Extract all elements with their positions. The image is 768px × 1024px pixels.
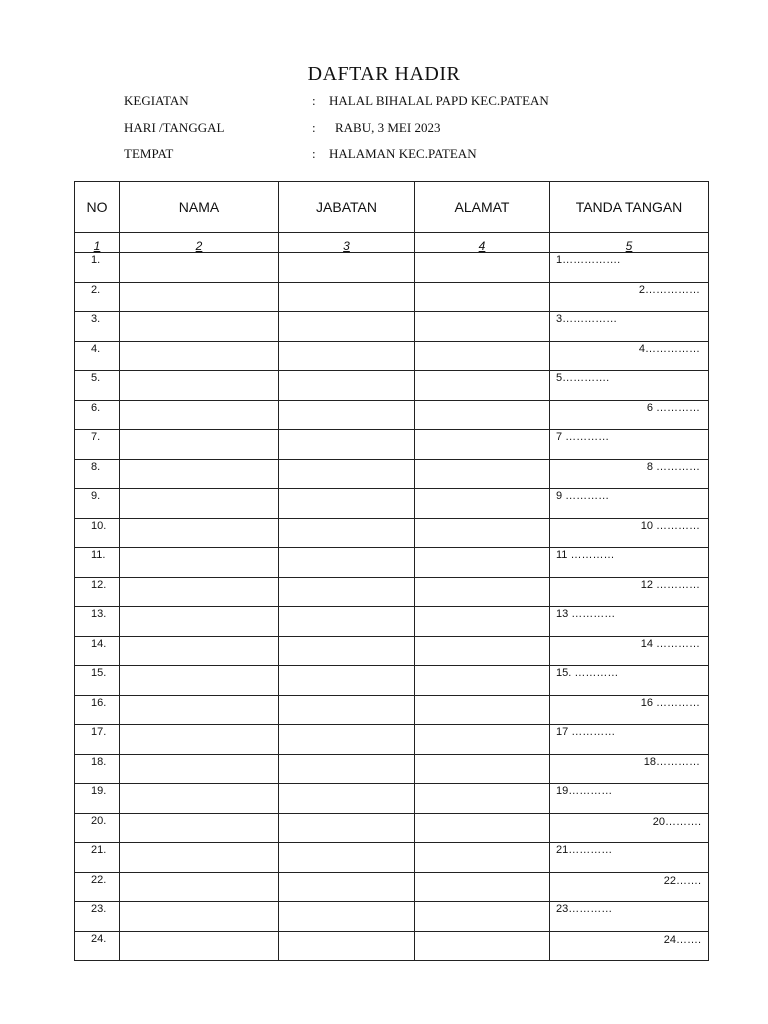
row-number: 2.: [75, 282, 120, 312]
signature-line: 10 …………: [640, 519, 700, 532]
row-number: 23.: [75, 902, 120, 932]
row-number: 10.: [75, 518, 120, 548]
nama-cell[interactable]: [120, 843, 279, 873]
signature-line: 7 …………: [556, 431, 610, 443]
alamat-cell[interactable]: [415, 430, 550, 460]
signature-cell[interactable]: [550, 459, 709, 489]
table-row: [75, 666, 709, 696]
signature-line: 4……………: [638, 342, 700, 355]
table-row: [75, 607, 709, 637]
jabatan-cell[interactable]: [279, 400, 415, 430]
signature-cell[interactable]: [550, 784, 709, 814]
jabatan-cell[interactable]: [279, 430, 415, 460]
alamat-cell[interactable]: [415, 341, 550, 371]
nama-cell[interactable]: [120, 754, 279, 784]
info-label: TEMPAT: [124, 146, 174, 161]
table-row: [75, 872, 709, 902]
row-number: 16.: [75, 695, 120, 725]
header-alamat: ALAMAT: [415, 182, 550, 233]
row-number: 21.: [75, 843, 120, 873]
table-row: [75, 341, 709, 371]
row-number: 24.: [75, 931, 120, 961]
signature-cell[interactable]: [550, 489, 709, 519]
nama-cell[interactable]: [120, 902, 279, 932]
jabatan-cell[interactable]: [279, 872, 415, 902]
info-separator: :: [312, 146, 316, 161]
column-number: 2: [120, 233, 279, 253]
alamat-cell[interactable]: [415, 725, 550, 755]
signature-line: 11 …………: [556, 549, 615, 561]
signature-cell[interactable]: [550, 843, 709, 873]
alamat-cell[interactable]: [415, 843, 550, 873]
table-row: [75, 371, 709, 401]
alamat-cell[interactable]: [415, 400, 550, 430]
info-value: HALAL BIHALAL PAPD KEC.PATEAN: [329, 93, 549, 108]
row-number: 22.: [75, 872, 120, 902]
nama-cell[interactable]: [120, 607, 279, 637]
table-row: [75, 489, 709, 519]
signature-cell[interactable]: [550, 607, 709, 637]
row-number: 18.: [75, 754, 120, 784]
signature-cell[interactable]: [550, 518, 709, 548]
jabatan-cell[interactable]: [279, 371, 415, 401]
jabatan-cell[interactable]: [279, 518, 415, 548]
signature-line: 18…………: [643, 755, 700, 768]
signature-line: 21…………: [556, 844, 613, 856]
table-row: [75, 813, 709, 843]
column-number-row: [75, 233, 709, 253]
header-tanda-tangan: TANDA TANGAN: [550, 182, 709, 233]
row-number: 5.: [75, 371, 120, 401]
signature-line: 13 …………: [556, 608, 616, 620]
signature-line: 17 …………: [556, 726, 616, 738]
alamat-cell[interactable]: [415, 754, 550, 784]
info-label: HARI /TANGGAL: [124, 120, 225, 135]
info-value: HALAMAN KEC.PATEAN: [329, 146, 477, 161]
table-row: [75, 695, 709, 725]
info-value: RABU, 3 MEI 2023: [335, 120, 441, 135]
row-number: 1.: [75, 253, 120, 283]
nama-cell[interactable]: [120, 577, 279, 607]
header-no: NO: [75, 182, 120, 233]
table-row: [75, 577, 709, 607]
alamat-cell[interactable]: [415, 784, 550, 814]
header-nama: NAMA: [120, 182, 279, 233]
table-row: [75, 312, 709, 342]
info-separator: :: [312, 120, 316, 135]
signature-cell[interactable]: [550, 636, 709, 666]
signature-cell[interactable]: [550, 931, 709, 961]
jabatan-cell[interactable]: [279, 577, 415, 607]
signature-line: 9 …………: [556, 490, 610, 502]
signature-line: 24…….: [663, 933, 701, 946]
signature-cell[interactable]: [550, 902, 709, 932]
alamat-cell[interactable]: [415, 931, 550, 961]
row-number: 8.: [75, 459, 120, 489]
row-number: 12.: [75, 577, 120, 607]
header-row: [75, 182, 709, 233]
nama-cell[interactable]: [120, 784, 279, 814]
jabatan-cell[interactable]: [279, 902, 415, 932]
signature-line: 8 …………: [646, 460, 700, 473]
table-row: [75, 548, 709, 578]
row-number: 4.: [75, 341, 120, 371]
alamat-cell[interactable]: [415, 371, 550, 401]
nama-cell[interactable]: [120, 518, 279, 548]
alamat-cell[interactable]: [415, 459, 550, 489]
signature-cell[interactable]: [550, 371, 709, 401]
column-number: 5: [550, 233, 709, 253]
signature-cell[interactable]: [550, 282, 709, 312]
row-number: 7.: [75, 430, 120, 460]
signature-line: 15. …………: [556, 667, 619, 679]
row-number: 13.: [75, 607, 120, 637]
signature-cell[interactable]: [550, 725, 709, 755]
signature-cell[interactable]: [550, 548, 709, 578]
alamat-cell[interactable]: [415, 577, 550, 607]
signature-cell[interactable]: [550, 341, 709, 371]
signature-cell[interactable]: [550, 666, 709, 696]
jabatan-cell[interactable]: [279, 607, 415, 637]
jabatan-cell[interactable]: [279, 695, 415, 725]
signature-cell[interactable]: [550, 400, 709, 430]
table-row: [75, 253, 709, 283]
nama-cell[interactable]: [120, 666, 279, 696]
table-row: [75, 754, 709, 784]
row-number: 6.: [75, 400, 120, 430]
signature-cell[interactable]: [550, 813, 709, 843]
signature-cell[interactable]: [550, 312, 709, 342]
nama-cell[interactable]: [120, 430, 279, 460]
signature-line: 22…….: [663, 874, 701, 887]
nama-cell[interactable]: [120, 872, 279, 902]
row-number: 9.: [75, 489, 120, 519]
table-row: [75, 400, 709, 430]
table-row: [75, 518, 709, 548]
signature-line: 5………….: [556, 372, 610, 384]
table-row: [75, 843, 709, 873]
signature-line: 12 …………: [640, 578, 700, 591]
signature-cell[interactable]: [550, 695, 709, 725]
signature-line: 16 …………: [640, 696, 700, 709]
jabatan-cell[interactable]: [279, 754, 415, 784]
jabatan-cell[interactable]: [279, 636, 415, 666]
nama-cell[interactable]: [120, 459, 279, 489]
nama-cell[interactable]: [120, 813, 279, 843]
jabatan-cell[interactable]: [279, 784, 415, 814]
jabatan-cell[interactable]: [279, 548, 415, 578]
alamat-cell[interactable]: [415, 902, 550, 932]
table-row: [75, 430, 709, 460]
jabatan-cell[interactable]: [279, 931, 415, 961]
row-number: 17.: [75, 725, 120, 755]
nama-cell[interactable]: [120, 400, 279, 430]
jabatan-cell[interactable]: [279, 843, 415, 873]
signature-line: 23…………: [556, 903, 613, 915]
nama-cell[interactable]: [120, 931, 279, 961]
jabatan-cell[interactable]: [279, 813, 415, 843]
column-number: 3: [279, 233, 415, 253]
row-number: 15.: [75, 666, 120, 696]
alamat-cell[interactable]: [415, 312, 550, 342]
signature-cell[interactable]: [550, 577, 709, 607]
jabatan-cell[interactable]: [279, 341, 415, 371]
jabatan-cell[interactable]: [279, 459, 415, 489]
nama-cell[interactable]: [120, 725, 279, 755]
jabatan-cell[interactable]: [279, 666, 415, 696]
table-row: [75, 636, 709, 666]
jabatan-cell[interactable]: [279, 725, 415, 755]
alamat-cell[interactable]: [415, 813, 550, 843]
row-number: 19.: [75, 784, 120, 814]
signature-line: 6 …………: [646, 401, 700, 414]
nama-cell[interactable]: [120, 253, 279, 283]
nama-cell[interactable]: [120, 636, 279, 666]
jabatan-cell[interactable]: [279, 282, 415, 312]
nama-cell[interactable]: [120, 282, 279, 312]
table-row: [75, 902, 709, 932]
alamat-cell[interactable]: [415, 872, 550, 902]
row-number: 20.: [75, 813, 120, 843]
nama-cell[interactable]: [120, 371, 279, 401]
jabatan-cell[interactable]: [279, 312, 415, 342]
table-row: [75, 784, 709, 814]
alamat-cell[interactable]: [415, 548, 550, 578]
jabatan-cell[interactable]: [279, 253, 415, 283]
alamat-cell[interactable]: [415, 518, 550, 548]
row-number: 11.: [75, 548, 120, 578]
signature-line: 14 …………: [640, 637, 700, 650]
table-row: [75, 931, 709, 961]
nama-cell[interactable]: [120, 489, 279, 519]
alamat-cell[interactable]: [415, 695, 550, 725]
column-number: 4: [415, 233, 550, 253]
nama-cell[interactable]: [120, 695, 279, 725]
signature-cell[interactable]: [550, 430, 709, 460]
row-number: 3.: [75, 312, 120, 342]
alamat-cell[interactable]: [415, 253, 550, 283]
signature-cell[interactable]: [550, 872, 709, 902]
alamat-cell[interactable]: [415, 607, 550, 637]
info-label: KEGIATAN: [124, 93, 189, 108]
header-jabatan: JABATAN: [279, 182, 415, 233]
signature-line: 19…………: [556, 785, 613, 797]
signature-line: 20……….: [652, 815, 701, 828]
table-row: [75, 282, 709, 312]
signature-line: 2……………: [638, 283, 700, 296]
column-number: 1: [75, 233, 120, 253]
alamat-cell[interactable]: [415, 666, 550, 696]
table-row: [75, 725, 709, 755]
row-number: 14.: [75, 636, 120, 666]
page-title: DAFTAR HADIR: [307, 63, 461, 85]
table-row: [75, 459, 709, 489]
signature-line: 1…………….: [556, 254, 621, 266]
nama-cell[interactable]: [120, 312, 279, 342]
alamat-cell[interactable]: [415, 489, 550, 519]
nama-cell[interactable]: [120, 341, 279, 371]
signature-line: 3……………: [556, 313, 618, 325]
nama-cell[interactable]: [120, 548, 279, 578]
signature-cell[interactable]: [550, 754, 709, 784]
alamat-cell[interactable]: [415, 282, 550, 312]
alamat-cell[interactable]: [415, 636, 550, 666]
attendance-table: [74, 181, 709, 961]
signature-cell[interactable]: [550, 253, 709, 283]
jabatan-cell[interactable]: [279, 489, 415, 519]
info-separator: :: [312, 93, 316, 108]
